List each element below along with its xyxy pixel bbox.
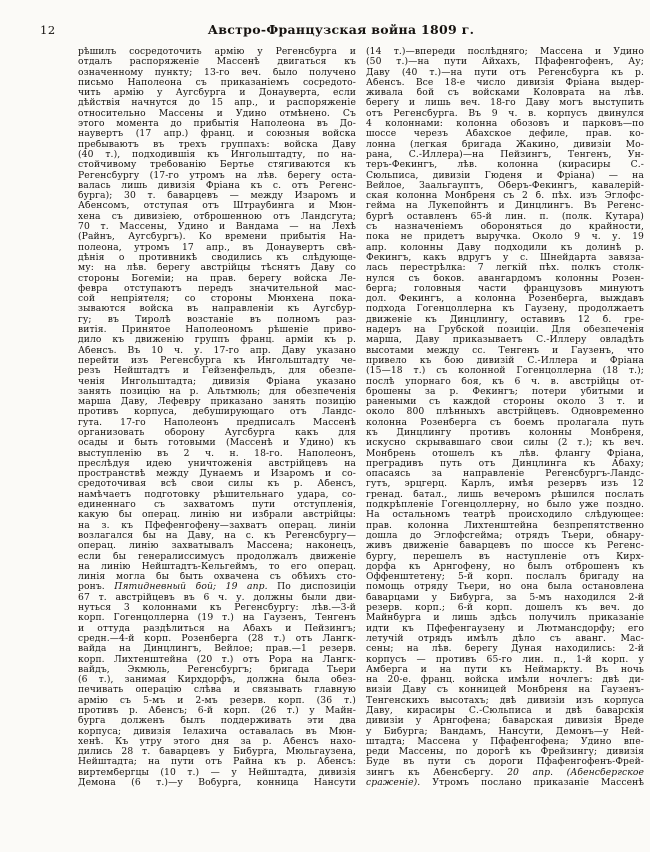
text-line: нуться 3 колоннами къ Регенсбургу: лѣв.—3-й xyxy=(78,603,356,614)
text-line: съ назначеніемъ обороняться до крайности, xyxy=(366,222,644,233)
text-line: Нейштадта; на пути отъ Райна къ р. Абенсъ: xyxy=(78,757,356,768)
text-line: Амберга и на пути къ Неймаркту. Въ ночь xyxy=(366,664,644,675)
text-line: средн.—4-й корп. Розенберга (28 т.) отъ Лангк- xyxy=(78,633,356,644)
text-line: Абенсъ. Все 18-е число дивизія Фріана выдер- xyxy=(366,77,644,88)
text-line: бурга долженъ былъ поддерживать эти два xyxy=(78,716,356,727)
text-line: реди Массены, по дорогѣ къ Фрейзингу; дивизія xyxy=(366,747,644,758)
text-line: На остальномъ театрѣ происходило слѣдующее: xyxy=(366,510,644,521)
text-line: Демона (6 т.)—у Вобурга, конница Нансути xyxy=(78,778,356,789)
text-line: полеона, утромъ 17 апр., въ Донаувертъ свѣ- xyxy=(78,242,356,253)
text-line: противъ корпуса, дебуширующаго отъ Ландс- xyxy=(78,407,356,418)
text-line: Оффенштетену; 5-й корп. послалъ бригаду на xyxy=(366,572,644,583)
text-line: средоточивая всѣ свои силы къ р. Абенсъ, xyxy=(78,479,356,490)
running-head-title: Австро-Французская война 1809 г. xyxy=(207,22,475,37)
text-line: надеръ на Грубской позиціи. Для обезпеченія xyxy=(366,325,644,336)
text-line: шоссе черезъ Абахское дефиле, прав. ко- xyxy=(366,129,644,140)
text-line: стойчивому требованію Бертье стягиваются къ xyxy=(78,160,356,171)
text-line: (15—18 т.) съ колонной Гогенцоллерна (18 т.); xyxy=(366,366,644,377)
text-line: лонна (легкая бригада Жакино, дивизіи Мо- xyxy=(366,139,644,150)
running-head xyxy=(0,22,650,38)
text-line: Даву, кирасиры С.-Сюльписа и двѣ баварскія xyxy=(366,706,644,716)
text-line: (6 т.), занимая Кирхдорфъ, должна была обез- xyxy=(78,675,356,686)
text-line: стороны Богеміи; на прав. берегу войска Ле- xyxy=(78,273,356,284)
text-line: занять позицію на р. Альтмюль; для обезпеченія xyxy=(78,386,356,397)
text-line: дѣнія о противникѣ сводились къ слѣдующе- xyxy=(78,252,356,263)
text-line: Сюльписа, дивизіи Гюденя и Фріана) — на xyxy=(366,170,644,181)
text-line: движеніе къ Динцлингу, оставивъ 12 б. гре- xyxy=(366,314,644,325)
text-line: баварцами у Бибурга, за 5-мъ находился 2-й xyxy=(366,592,644,603)
text-line: живала бой съ войсками Коловрата на лѣв. xyxy=(366,88,644,99)
text-line: ская колонна Монбреня съ 2 б. пѣх. изъ Эглофс- xyxy=(366,191,644,202)
text-line: отдалъ распоряженіе Массенѣ двигаться къ xyxy=(78,57,356,68)
text-line: корпусъ — противъ 65-го лин. п., 1-й корп. у xyxy=(366,654,644,665)
text-line: теръ-Фекингъ, лѣв. колонна (кирасиры С.- xyxy=(366,160,644,171)
text-line: корп. Гогенцоллерна (19 т.) на Гаузенъ, Тенгенъ xyxy=(78,613,356,624)
text-line: гута. 17-го Наполеонъ предписалъ Массенѣ xyxy=(78,417,356,428)
text-line: подкрѣпленіе Гогенцоллерну, но было уже поздно. xyxy=(366,500,644,511)
text-line: вайда на Динцлингъ, Вейлое; прав.—1 резерв. xyxy=(78,644,356,655)
text-line: му: на лѣв. берегу австрійцы тѣснятъ Даву со xyxy=(78,263,356,274)
text-line: Буде въ пути съ дороги Пфафенгофенъ-Фрей- xyxy=(366,757,644,768)
text-line: относительно Массены и Удино отмѣнено. Съ xyxy=(78,108,356,119)
text-line: подхода Гогенцоллерна къ Гаузену, продолжаетъ xyxy=(366,304,644,315)
text-line: нулся съ боков. авангардомъ колонны Розен- xyxy=(366,273,644,284)
text-line: единеннаго съ захватомъ пути отступленія, xyxy=(78,500,356,511)
text-line: осады и быть готовыми (Массенѣ и Удино) къ xyxy=(78,438,356,449)
page-number: 12 xyxy=(40,23,56,37)
text-line: Монбрень отошелъ къ лѣв. флангу Фріана, xyxy=(366,448,644,459)
text-line: ченія Ингольштадта; дивизія Фріана указано xyxy=(78,376,356,387)
text-line: дол. Фекингъ, а колонна Розенберга, выждавъ xyxy=(366,294,644,305)
text-line: штадта; Массена у Пфафенгофена; Удино впе- xyxy=(366,736,644,747)
text-line: пока не придетъ выручка. Около 9 ч. у. 19 xyxy=(366,232,644,243)
text-line: и оттуда раздѣлиться на Абахъ и Пейзингъ; xyxy=(78,623,356,634)
text-line: апр. колонны Даву подходили къ долинѣ р. xyxy=(366,242,644,253)
text-line: пространствѣ между Дунаемъ и Изаромъ и со- xyxy=(78,469,356,480)
text-line: резерв. корп.; 6-й корп. дошелъ къ веч. до xyxy=(366,603,644,614)
text-line: привело къ бою дивизій С.-Иллера и Фріана xyxy=(366,355,644,366)
text-line: преградивъ путь отъ Динцлинга къ Абаху; xyxy=(366,458,644,469)
text-line: (40 т.), подходившія къ Ингольштадту, по на- xyxy=(78,149,356,160)
text-line: корп. Лихтенштейна (20 т.) отъ Рора на Лангк- xyxy=(78,654,356,665)
text-column-left xyxy=(78,47,356,788)
text-block xyxy=(78,47,644,788)
text-line: колонна Розенберга съ боемъ пролагала путь xyxy=(366,417,644,428)
text-line: вайдъ, Экмюль, Регенсбургъ; бригада Тьери xyxy=(78,664,356,675)
text-line: дивизіи у Арнгофена; баварская дивизія Вреде xyxy=(366,716,644,727)
text-line: бурга); 30 т. баварцевъ — между Изаромъ и xyxy=(78,191,356,202)
text-line: операц. линію захватывалъ Массена; наконецъ, xyxy=(78,541,356,552)
text-line: виртембергцы (10 т.) — у Нейштадта, дивизія xyxy=(78,767,356,778)
text-line: Абенсъ. Въ 10 ч. у. 17-го апр. Даву указано xyxy=(78,345,356,356)
text-line: какую бы операц. линію ни избрали австрійцы: xyxy=(78,510,356,521)
text-line: у Бибурга; Вандамъ, Нансути, Демонъ—у Ней- xyxy=(366,726,644,737)
text-line: 70 т. Массены, Удино и Вандама — на Лехѣ xyxy=(78,222,356,233)
text-line: Фекингъ, какъ вдругъ у с. Шнейдарта завяза- xyxy=(366,252,644,263)
text-column-right xyxy=(366,47,644,788)
text-line: на з. къ Пфефенгофену—захватъ операц. линіи xyxy=(78,520,356,531)
text-line: 67 т. австрійцевъ въ 6 ч. у. должны были дви- xyxy=(78,592,356,603)
text-line: гутъ, эрцгерц. Карлъ, имѣя резервъ изъ 12 xyxy=(366,479,644,490)
text-line: берегу и лишь веч. 18-го Даву могъ выступить xyxy=(366,98,644,109)
text-line: хена съ дивизіею, отброшенною отъ Ландсгута; xyxy=(78,211,356,222)
text-line: организовать оборону Аугсбурга какъ для xyxy=(78,427,356,438)
text-line: намѣчаетъ подготовку рѣшительнаго удара, со- xyxy=(78,489,356,500)
text-line: гейма на Лукепойнтъ и Динцлингъ. Въ Регенс- xyxy=(366,201,644,212)
text-line: преслѣдуя идею уничтоженія австрійцевъ на xyxy=(78,458,356,469)
text-line: отъ Регенсбурга. Въ 9 ч. в. корпусъ двинулся xyxy=(366,108,644,119)
text-line: визіи Даву съ конницей Монбреня на Гаузенъ- xyxy=(366,685,644,696)
text-line: послѣ упорнаго боя, къ 6 ч. в. австрійцы от- xyxy=(366,376,644,387)
text-line: идти къ Пфефенгаузену и Лютмансдорфу; его xyxy=(366,623,644,634)
text-line: Тенгенскихъ высотахъ; двѣ дивизіи изъ корпуса xyxy=(366,695,644,706)
text-line: этого момента до прибытія Наполеона въ До- xyxy=(78,119,356,130)
text-line: корпуса; дивизія Іелахича оставалась въ Мюн- xyxy=(78,726,356,737)
text-line: лась перестрѣлка: 7 легкій пѣх. полкъ столк- xyxy=(366,263,644,274)
text-line: чить армію у Аугсбурга и Донауверта, если xyxy=(78,88,356,99)
text-line: марша Даву, Лефевру приказано занять позицію xyxy=(78,397,356,408)
text-line: дило къ движенію группъ франц. арміи къ р. xyxy=(78,335,356,346)
text-line: бургу, перешелъ въ наступленіе отъ Кирх- xyxy=(366,551,644,562)
text-line: брошены за р. Фекингъ; потери убитыми и xyxy=(366,386,644,397)
text-line: дѣйствія начнутся до 15 апр., и распоряженіе xyxy=(78,98,356,109)
text-line: гренад. батал., лишь вечеромъ рѣшился послать xyxy=(366,489,644,500)
text-line: (14 т.)—впереди послѣдняго; Массена и Удино xyxy=(366,47,644,57)
text-line: на 20-е. франц. войска имѣли ночлегъ: двѣ ди- xyxy=(366,675,644,686)
text-line: (Райнъ, Аугсбургъ). Ко времени прибытія На- xyxy=(78,232,356,243)
text-line: сой непріятеля; со стороны Мюнхена пока- xyxy=(78,294,356,305)
text-line: перейти изъ Регенсбурга къ Ингольштадту че- xyxy=(78,355,356,366)
text-line: противъ р. Абенсъ; 6-й корп. (26 т.) у Майн- xyxy=(78,706,356,716)
text-line: рана, С.-Иллера)—на Пейзингъ, Тенгенъ, Ун- xyxy=(366,149,644,160)
text-line: письмо Наполеона съ приказаніемъ сосредото- xyxy=(78,77,356,88)
text-line: къ Динцлингу противъ колонны Монбреня, xyxy=(366,427,644,438)
text-line: дошла до Эглофсгейма; отрядъ Тьери, обнару- xyxy=(366,530,644,541)
text-line: пребываютъ въ трехъ группахъ: войска Даву xyxy=(78,139,356,150)
text-line: февра отступаютъ передъ значительной мас- xyxy=(78,283,356,294)
text-line: Даву (40 т.)—на пути отъ Регенсбурга къ р. xyxy=(366,67,644,78)
text-line: 4 колоннами: колонна обозовъ и парковъ—по xyxy=(366,119,644,130)
text-line: дились 28 т. баварцевъ у Бибурга, Мюльгаузена, xyxy=(78,747,356,758)
text-line: (50 т.)—на пути Айхахъ, Пфафенгофенъ, Ау; xyxy=(366,57,644,68)
text-line: дорфа къ Арнгофену, но былъ отброшенъ къ xyxy=(366,561,644,572)
text-line: если бы генералиссимусъ продолжалъ движеніе xyxy=(78,551,356,562)
text-line: гу; въ Тиролѣ возстаніе въ полномъ раз- xyxy=(78,314,356,325)
text-line: помощь отряду Тьери, но она была остановлена xyxy=(366,582,644,593)
text-line: Майнбурга и лишь здѣсь получилъ приказаніе xyxy=(366,613,644,624)
text-line: выступленію въ 2 ч. н. 18-го. Наполеонъ, xyxy=(78,448,356,459)
text-line: ранеными съ каждой стороны около 3 т. и xyxy=(366,397,644,408)
text-line: летучій отрядъ имѣлъ дѣло съ аванг. Мас- xyxy=(366,633,644,644)
text-line: резъ Нейштадтъ и Гейзенфельдъ, для обезпе- xyxy=(78,366,356,377)
text-line: зываются войска въ направленіи къ Аугсбур- xyxy=(78,304,356,315)
text-line: прав. колонна Лихтенштейна безпрепятственно xyxy=(366,520,644,531)
text-line: Абенсомъ, отступая отъ Штраубинга и Мюн- xyxy=(78,201,356,212)
text-line: печивать операцію слѣва и связывать главную xyxy=(78,685,356,696)
text-line: высотами между сс. Тенгенъ и Гаузенъ, что xyxy=(366,345,644,356)
text-line: Вейлое, Заальгауптъ, Оберъ-Фекингъ, кавалерій- xyxy=(366,180,644,191)
text-line: хенѣ. Къ утру этого дня за р. Абенсъ нахо- xyxy=(78,736,356,747)
text-line: на линію Нейштадтъ-Кельгеймъ, то его операц. xyxy=(78,561,356,572)
text-line: зингъ къ Абенсбергу. 20 апр. (Абенсбергское xyxy=(366,767,644,778)
text-line: около 800 плѣнныхъ австрійцевъ. Одновременно xyxy=(366,407,644,418)
text-line: живъ движеніе баварцевъ по шоссе къ Регенс- xyxy=(366,541,644,552)
text-line: Регенсбургу (17-го утромъ на лѣв. берегу оста- xyxy=(78,170,356,181)
text-line: искусно скрывавшаго свои силы (2 т.); къ веч. xyxy=(366,438,644,449)
text-line: рѣшилъ сосредоточить армію у Регенсбурга и xyxy=(78,47,356,57)
text-line: сраженіе). Утромъ послано приказаніе Массенѣ xyxy=(366,778,644,789)
text-line: возлагался бы на Даву, на с. къ Регенсбургу— xyxy=(78,530,356,541)
text-line: сены; на лѣв. берегу Дуная находились: 2-й xyxy=(366,644,644,655)
text-line: марша, Даву приказываетъ С.-Иллеру овладѣть xyxy=(366,335,644,346)
text-line: линія могла бы быть охвачена съ обѣихъ сто- xyxy=(78,572,356,583)
text-line: наувертъ (17 апр.) франц. и союзныя войска xyxy=(78,129,356,140)
text-line: опасаясь за направленіе Регенсбургъ-Ландс- xyxy=(366,469,644,480)
text-line: бургѣ оставленъ 65-й лин. п. (полк. Кутара) xyxy=(366,211,644,222)
text-line: армію съ 5-мъ и 2-мъ резерв. корп. (36 т.) xyxy=(78,695,356,706)
text-line: валась лишь дивизія Фріана къ с. отъ Регенс- xyxy=(78,180,356,191)
text-line: витія. Принятое Наполеономъ рѣшеніе приво- xyxy=(78,325,356,336)
text-line: означенному пункту; 13-го веч. было получено xyxy=(78,67,356,78)
text-line: берга; головныя части французовъ минуютъ xyxy=(366,283,644,294)
text-line: ронъ. Пятидневный бой; 19 апр. По диспозиціи xyxy=(78,582,356,593)
